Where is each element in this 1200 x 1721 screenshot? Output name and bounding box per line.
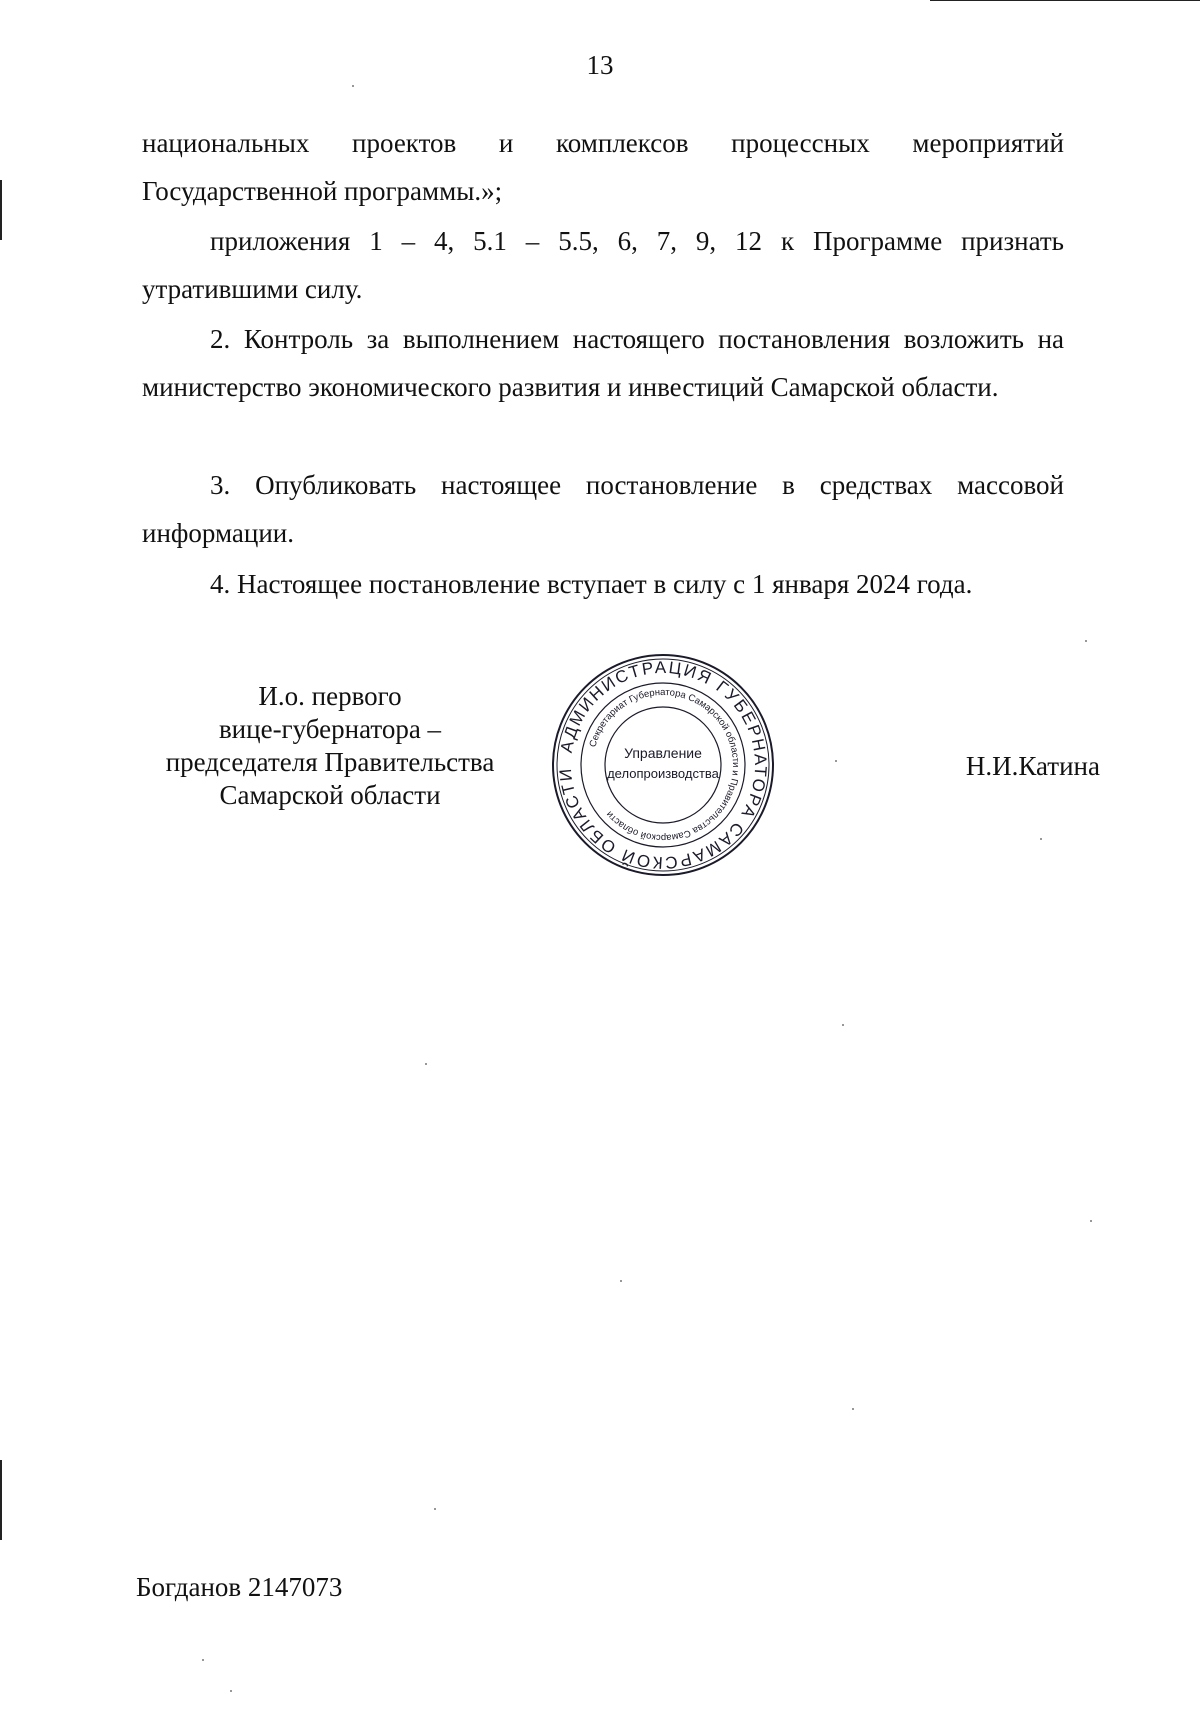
- scan-speck: [1085, 640, 1087, 642]
- scan-speck: [425, 1063, 427, 1065]
- scan-speck: [1040, 838, 1042, 840]
- scan-edge-mark: [0, 1460, 2, 1540]
- stamp-center-line: делопроизводства: [607, 766, 719, 781]
- paragraph-5: 4. Настоящее постановление вступает в силу с 1 января 2024 года.: [210, 569, 973, 599]
- stamp-center-line: Управление: [624, 745, 702, 761]
- stamp-inner-ring: [605, 707, 721, 823]
- paragraph-1: национальных проектов и комплексов процессных мероприятий Государственной программы.»;: [142, 128, 1064, 206]
- paragraph-2: приложения 1 – 4, 5.1 – 5.5, 6, 7, 9, 12 к Программе признать утратившими силу.: [142, 226, 1064, 304]
- scan-speck: [842, 1024, 844, 1026]
- position-line: Самарской области: [219, 780, 441, 810]
- position-line: председателя Правительства: [165, 747, 495, 777]
- scan-speck: [230, 1690, 232, 1692]
- scan-speck: [434, 1508, 436, 1510]
- scan-edge-mark: [930, 0, 1200, 1]
- signatory-name: Н.И.Катина: [965, 751, 1100, 781]
- scan-speck: [835, 760, 837, 762]
- scan-speck: [202, 1659, 204, 1661]
- position-line: И.о. первого: [258, 681, 402, 711]
- paragraph-4: 3. Опубликовать настоящее постановление в средствах массовой информации.: [142, 470, 1064, 548]
- stamp-inner-text: Секретариат Губернатора Самарской области и Правительства Самарской области: [587, 686, 742, 844]
- scan-speck: [620, 1280, 622, 1282]
- stamp-outer-text: АДМИНИСТРАЦИЯ ГУБЕРНАТОРА САМАРСКОЙ ОБЛАСТИ: [555, 657, 771, 873]
- page-number: 13: [586, 50, 614, 80]
- executor-footer: Богданов 2147073: [136, 1572, 343, 1602]
- position-line: вице-губернатора –: [218, 714, 442, 744]
- scan-speck: [1090, 1220, 1092, 1222]
- paragraph-3: 2. Контроль за выполнением настоящего постановления возложить на министерство экономического развития и инвестиций Самарской области.: [142, 324, 1064, 402]
- signatory-position: [130, 680, 530, 812]
- scan-speck: [352, 85, 354, 87]
- scan-edge-mark: [0, 180, 2, 240]
- scan-speck: [852, 1408, 854, 1410]
- official-stamp: [548, 650, 778, 880]
